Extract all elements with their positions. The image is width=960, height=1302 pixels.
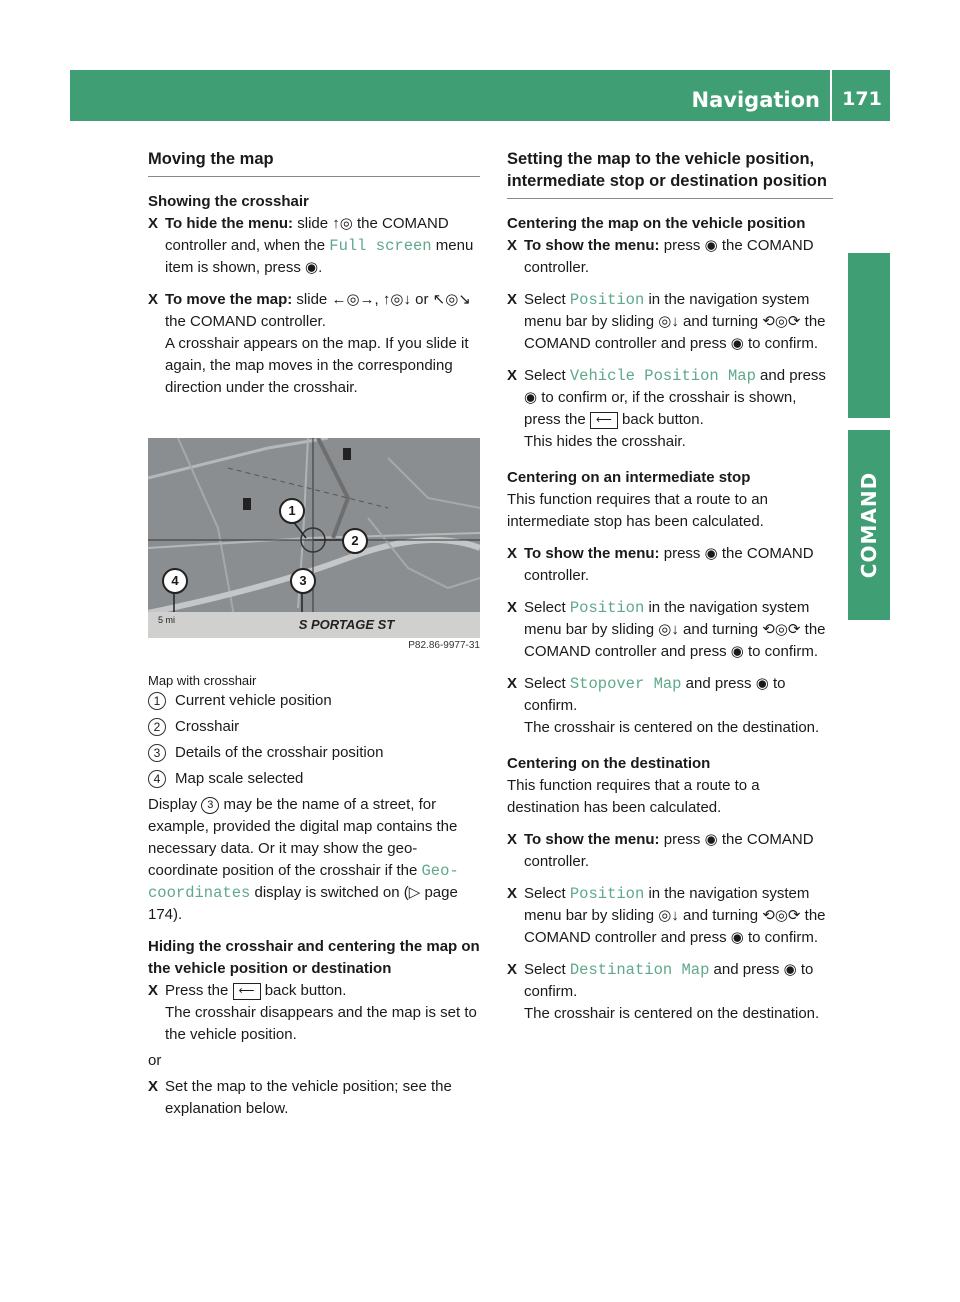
step-detail: A crosshair appears on the map. If you slide it again, the map moves in the corresponding direction under the crosshair. — [165, 335, 469, 396]
text: Select — [524, 367, 570, 384]
controller-slide-up-icon: ↑◎ — [332, 215, 353, 232]
step-press-back — [148, 980, 480, 1046]
controller-slide-icon: ←◎→, ↑◎↓ — [331, 291, 411, 308]
map-status-bar — [148, 612, 480, 638]
map-graphic — [148, 438, 480, 638]
text: Select — [524, 961, 570, 978]
text: to confirm. — [524, 675, 786, 714]
menu-item-geo-coordinates: Geo-coordinates — [148, 862, 459, 902]
text: . — [318, 259, 323, 276]
menu-item-position: Position — [569, 599, 645, 617]
text: slide — [292, 291, 332, 308]
step-label: To show the menu: — [524, 545, 660, 562]
text: the COMAND controller. — [524, 237, 814, 276]
legend-number: 3 — [201, 797, 219, 814]
legend-number: 2 — [148, 718, 166, 736]
side-tab-label: COMAND — [857, 471, 881, 579]
text: press — [659, 237, 705, 254]
legend-text: Map scale selected — [175, 770, 304, 787]
controller-slide-down-icon: ◎↓ — [658, 621, 679, 638]
text: to confirm. — [743, 643, 819, 660]
text: Select — [524, 291, 570, 308]
controller-press-icon: ◉ — [704, 545, 718, 562]
step-select-position — [507, 597, 833, 663]
text: the COMAND controller. — [165, 313, 326, 330]
text: and press — [709, 961, 784, 978]
step-select-position — [507, 289, 833, 355]
figure-reference: P82.86-9977-31 — [408, 640, 480, 651]
step-detail: The crosshair is centered on the destination. — [524, 719, 820, 736]
controller-press-icon: ◉ — [704, 831, 718, 848]
legend-text: Current vehicle position — [175, 692, 332, 709]
step-label: To move the map: — [165, 291, 293, 308]
step-arrow-icon: X — [507, 885, 518, 902]
step-arrow-icon: X — [507, 675, 518, 692]
subheading: Hiding the crosshair and centering the map on the vehicle position or destination — [148, 938, 480, 977]
section-heading: Moving the map — [148, 148, 480, 177]
step-set-map — [148, 1076, 480, 1120]
text: the COMAND controller. — [524, 545, 814, 584]
text: to confirm. — [743, 929, 819, 946]
text: and turning — [678, 313, 763, 330]
step-detail: This hides the crosshair. — [524, 433, 686, 450]
controller-slide-down-icon: ◎↓ — [658, 907, 679, 924]
step-arrow-icon: X — [507, 961, 518, 978]
legend-text: Details of the crosshair position — [175, 744, 384, 761]
text: in the navigation system menu bar by sliding — [524, 291, 810, 330]
text: Select — [524, 675, 570, 692]
display-paragraph — [148, 794, 480, 926]
text: slide — [293, 215, 333, 232]
figure-caption: Map with crosshair — [148, 673, 257, 688]
menu-item-stopover-map: Stopover Map — [569, 675, 682, 693]
side-tab — [848, 430, 890, 620]
text: Select — [524, 885, 570, 902]
step-detail: The crosshair disappears and the map is set to the vehicle position. — [165, 1004, 477, 1043]
page-header — [70, 70, 890, 121]
street-name: S PORTAGE ST — [298, 617, 395, 632]
menu-item-position: Position — [569, 291, 645, 309]
text: back button. — [260, 982, 347, 999]
step-select-destination-map — [507, 959, 833, 1025]
legend-number: 3 — [148, 744, 166, 762]
step-arrow-icon: X — [507, 291, 518, 308]
text: menu item is shown, press — [165, 237, 474, 276]
text: or — [410, 291, 433, 308]
text: may be the name of a street, for example, provided the digital map contains the necessary data. Or it may show the geo-coordinate position of the crosshair if the — [148, 796, 458, 879]
legend-number: 1 — [148, 692, 166, 710]
controller-slide-down-icon: ◎↓ — [658, 313, 679, 330]
requirement-text: This function requires that a route to a destination has been calculated. — [507, 777, 760, 816]
text: press — [659, 831, 705, 848]
back-button-icon: ⟵ — [590, 412, 618, 429]
controller-press-icon: ◉ — [755, 675, 769, 692]
step-arrow-icon: X — [148, 982, 159, 999]
step-arrow-icon: X — [507, 367, 518, 384]
text: page 174). — [148, 884, 458, 923]
map-figure — [148, 438, 480, 638]
side-tab-marker — [848, 253, 890, 418]
step-label: To show the menu: — [524, 237, 660, 254]
left-column — [148, 148, 480, 399]
step-select-stopover-map — [507, 673, 833, 739]
step-arrow-icon: X — [507, 545, 518, 562]
step-show-menu — [507, 543, 833, 587]
callout-4: 4 — [162, 568, 188, 594]
legend-number: 4 — [148, 770, 166, 788]
text: the COMAND controller and, when the — [165, 215, 449, 254]
step-show-menu — [507, 235, 833, 279]
legend-text: Crosshair — [175, 718, 240, 735]
step-label: To show the menu: — [524, 831, 660, 848]
controller-press-icon: ◉ — [305, 259, 319, 276]
subheading: Centering the map on the vehicle position — [507, 215, 806, 232]
left-column-lower — [148, 668, 480, 1120]
step-show-menu — [507, 829, 833, 873]
step-arrow-icon: X — [507, 599, 518, 616]
map-scale: 5 mi — [158, 615, 176, 625]
step-select-vehicle-map — [507, 365, 833, 453]
right-column — [507, 148, 833, 1025]
legend-item — [148, 742, 480, 764]
back-button-icon: ⟵ — [233, 983, 261, 1000]
controller-turn-icon: ⟲◎⟳ — [762, 313, 801, 330]
menu-item-destination-map: Destination Map — [569, 961, 710, 979]
callout-1: 1 — [279, 498, 305, 524]
step-select-position — [507, 883, 833, 949]
section-title: Navigation — [691, 88, 820, 112]
controller-diagonal-icon: ↖◎↘ — [432, 291, 471, 308]
legend-item — [148, 768, 480, 790]
text: Press the — [165, 982, 233, 999]
subheading: Showing the crosshair — [148, 193, 309, 210]
controller-press-icon: ◉ — [524, 389, 538, 406]
legend-item — [148, 716, 480, 738]
requirement-text: This function requires that a route to an intermediate stop has been calculated. — [507, 491, 768, 530]
text: display is switched on ( — [250, 884, 409, 901]
menu-item-position: Position — [569, 885, 645, 903]
step-move-map — [148, 289, 480, 399]
text: the COMAND controller and press — [524, 313, 826, 352]
page-reference-icon: ▷ — [408, 884, 421, 901]
text: Select — [524, 599, 570, 616]
controller-press-icon: ◉ — [704, 237, 718, 254]
step-arrow-icon: X — [148, 1078, 159, 1095]
menu-item-full-screen: Full screen — [329, 237, 432, 255]
controller-press-icon: ◉ — [783, 961, 797, 978]
controller-press-icon: ◉ — [730, 643, 744, 660]
step-detail: The crosshair is centered on the destination. — [524, 1005, 820, 1022]
legend-item — [148, 690, 480, 712]
text: Set the map to the vehicle position; see the explanation below. — [165, 1078, 452, 1117]
subheading: Centering on an intermediate stop — [507, 469, 751, 486]
text: and turning — [678, 907, 763, 924]
text: to confirm. — [743, 335, 819, 352]
step-arrow-icon: X — [507, 831, 518, 848]
text: and turning — [678, 621, 763, 638]
text: in the navigation system menu bar by sliding — [524, 885, 810, 924]
controller-turn-icon: ⟲◎⟳ — [762, 907, 801, 924]
step-hide-menu — [148, 213, 480, 279]
callout-3: 3 — [290, 568, 316, 594]
text: and press — [681, 675, 756, 692]
step-arrow-icon: X — [148, 291, 159, 308]
menu-item-vehicle-position-map: Vehicle Position Map — [569, 367, 756, 385]
page-number: 171 — [842, 88, 882, 110]
subheading: Centering on the destination — [507, 755, 711, 772]
text: to confirm or, if the crosshair is shown, press the — [524, 389, 797, 428]
callout-2: 2 — [342, 528, 368, 554]
controller-turn-icon: ⟲◎⟳ — [762, 621, 801, 638]
step-arrow-icon: X — [507, 237, 518, 254]
text: press — [659, 545, 705, 562]
text: to confirm. — [524, 961, 814, 1000]
controller-press-icon: ◉ — [730, 929, 744, 946]
text: back button. — [617, 411, 704, 428]
text: the COMAND controller and press — [524, 907, 826, 946]
text: and press — [755, 367, 826, 384]
step-arrow-icon: X — [148, 215, 159, 232]
text: in the navigation system menu bar by sliding — [524, 599, 810, 638]
step-label: To hide the menu: — [165, 215, 294, 232]
or-text: or — [148, 1052, 162, 1069]
controller-press-icon: ◉ — [730, 335, 744, 352]
header-divider — [830, 70, 832, 121]
text: the COMAND controller and press — [524, 621, 826, 660]
text: Display — [148, 796, 202, 813]
text: the COMAND controller. — [524, 831, 814, 870]
section-heading: Setting the map to the vehicle position, intermediate stop or destination position — [507, 148, 833, 199]
